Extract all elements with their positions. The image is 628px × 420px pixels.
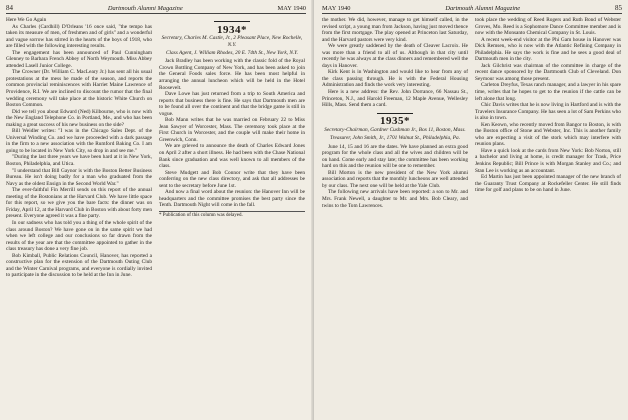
paragraph: Did we tell you about Edward (Ned) Kilbourne, who is now with the New England Telephone Co. in Portland, Me., and who has been making a great success of his new business on the side?: [6, 108, 152, 128]
paragraph: "I understand that Bill Gaynor is with the Boston Better Business Bureau. He isn't doing badly for a man who graduated from the Navy as the oldest Ensign in the Second World War.": [6, 167, 152, 187]
left-page-number: 84: [6, 4, 13, 12]
paragraph: Here is a new address: the Rev. John Dorrance, 66 Nassau St., Princeton, N.J., and Harold Freeman, 12 Maple Avenue, Wellesley Hills, Mass. Send them a card.: [322, 89, 468, 109]
paragraph: And now a final word about the reunion: the Hanover Inn will be headquarters and the committee promises the best party since the Tenth. Dartmouth Night will come in the fall.: [159, 189, 305, 209]
paragraph: In our sadness who has told you a thing of the whole spirit of the class around Boston? We have gone on in the same spirit we had when we left college and our conclusions so far drawn from the results of the year are that the committee appointed to gather in the class treasury has done a very fine job.: [6, 219, 152, 253]
class-secretary: Secretary, Charles M. Castle, Jr., 2 Pleasant Place, New Rochelle, N.Y.: [161, 35, 303, 48]
paragraph: We are grieved to announce the death of Charles Edward Jones on April 2 after a short illness. He had been with the Chase National Bank since graduation and was well known to all members of the class.: [159, 143, 305, 170]
paragraph: Bob Kimball, Public Relations Council, Hanover, has reported a constructive plan for the extension of the Dartmouth Outing Club and the Winter Carnival programs, and everyone is cordially invited to participate in the discussion to be held at the Inn in June.: [6, 252, 152, 279]
paragraph: Have a quick look at the cards from New York: Bob Norton, still a bachelor and living at home, is credit manager for Trask, Price Jenkins Republic; Bill Prince is with Morgan Stanley and Co.; and Stan Lee is working as an accountant.: [475, 147, 621, 174]
divider: [214, 21, 250, 22]
paragraph: Dave Lowe has just returned from a trip to South America and reports that business there is fine. He says that Dartmouth men are to be found all over the continent and that the bridge game is still in vogue.: [159, 91, 305, 117]
class-treasurer: Treasurer, John Smith, Jr., 1701 Walnut St., Philadelphia, Pa.: [329, 135, 461, 142]
paragraph: Ed Martin has just been appointed manager of the new branch of the Guaranty Trust Company at Rockefeller Center. He still finds time for golf and plans to be on hand in June.: [475, 174, 621, 194]
paragraph: Bob Mann writes that he was married on February 22 to Miss Jean Sawyer of Worcester, Mass. The ceremony took place at the First Church in Worcester, and the couple will make their home in Greenwich, Conn.: [159, 117, 305, 143]
paragraph: The following new arrivals have been reported: a son to Mr. and Mrs. Frank Newell, a daughter to Mr. and Mrs. Bob Cleary, and twins to the Tom Lawrences.: [322, 189, 468, 209]
right-column-2: [475, 17, 621, 420]
paragraph: "During the last three years we have been hard at it in New York, Boston, Philadelphia, and Utica.: [6, 154, 152, 168]
paragraph: Steve Mudgett and Bob Connor write that they have been conferring on the new class directory, and ask that all addresses be sent to the secretary before June 1st.: [159, 169, 305, 189]
paragraph: Jack Gilchrist was chairman of the committee in charge of the recent dance sponsored by the Dartmouth Club of Cleveland. Don Seymour was among those present.: [475, 62, 621, 82]
paragraph: The engagement has been announced of Paul Cunningham Glenney to Barbara French Abbey of North Weymouth. Miss Abbey attended Lasell Junior College.: [6, 49, 152, 69]
paragraph: A recent week-end visitor at the Phi Gam house in Hanover was Dick Remsen, who is now with the Atlantic Refining Company in Philadelphia. He says the work is fine and he sees a good deal of Dartmouth men in the city.: [475, 36, 621, 63]
left-column-1: [6, 17, 152, 420]
right-issue-date: MAY 1940: [322, 5, 351, 12]
paragraph: took place the wedding of Reed Rogers and Ruth Bond of Webster Groves, Mo. Reed is a Sophomore Dance Committee member and is now with the Monsanto Chemical Company in St. Louis.: [475, 17, 621, 37]
class-agent: Class Agent, J. William Rhodes, 20 E. 74th St., New York, N.Y.: [166, 49, 298, 56]
paragraph: Jack Bradley has been working with the classic fold of the Royal Crown Bottling Company of New York, and has been asked to join the General Foods sales force. He has been most helpful in arranging the annual luncheon which will be held in the Hotel Roosevelt.: [159, 58, 305, 91]
paragraph: June 14, 15 and 16 are the dates. We have planned an extra good program for the whole class and all the wives and children will be on hand. Come early and stay late; the committee has been working hard on this and the reunion will be one to remember.: [322, 143, 468, 170]
paragraph: As Charles (Cardhill) D'Orleans '16 once said, "the tempo has taken its measure of men, of freshmen and of girls" and a wonderful and vague sorrow has stirred in the hearts of the boys of 1918, who are filled with the following interesting results.: [6, 23, 152, 50]
right-column-1: [322, 17, 468, 420]
left-columns: [6, 17, 306, 420]
right-columns: [322, 17, 622, 420]
paragraph: Carleton Dreyfus, Texas ranch manager, and a lawyer in his spare time, writes that he hopes to get to the reunion if the cattle can be left alone that long.: [475, 82, 621, 102]
paragraph: the mother. We did, however, manage to get himself called, in the revised script, a young man from Jackson, having just moved thence from the first mortgage. The play opened at Princeton last Saturday, and the Harvard pastors were very kind.: [322, 17, 468, 43]
paragraph: Here We Go Again: [6, 17, 47, 23]
left-issue-date: MAY 1940: [277, 5, 306, 12]
paragraph: Ken Keown, who recently moved from Bangor to Boston, is with the Boston office of Stone and Webster, Inc. This is another family who are expecting a visit of the stork which may interfere with reunion plans.: [475, 121, 621, 148]
paragraph: The Crowner (Dr. William C. MacLeary Jr.) has sent all his usual protestations at the mess he made of the season, and reports the common provincial reminiscences with Harriet Maine Lawrence of Providence, R.I. We are inclined to discount the rumor that the final wedding ceremony will take place at the historic White Church on Boston Common.: [6, 69, 152, 109]
class-year-heading: 1934*: [217, 23, 247, 36]
class-year-heading: 1935*: [380, 115, 410, 128]
right-magazine-title: Dartmouth Alumni Magazine: [445, 5, 521, 12]
footnote: * Publication of this column was delayed.: [159, 211, 305, 219]
right-running-head: [322, 4, 622, 14]
paragraph: Chic Davis writes that he is now living in Hartford and is with the Travelers Insurance Company. He has seen a lot of Sam Perkins who is also in town.: [475, 102, 621, 122]
paragraph: We were greatly saddened by the death of Cleaver Lacroix. He was more than a friend to all of us. Although in that city until recently he was always at the class dinners and remembered well the days in Hanover.: [322, 43, 468, 69]
class-secretary: Secretary-Chairman, Gardner Cushman Jr., Box 11, Boston, Mass.: [324, 126, 466, 133]
left-column-2: [159, 17, 305, 420]
right-page: [314, 0, 628, 420]
paragraph: Bill Weidler writes: "I was in the Chicago Sales Dept. of the Universal Winding Co. and we have proceeded with a dark passage in the firm to a new association with the Rumford Baking Co. I am going to be located in New York City, so drop in and see me.": [6, 128, 152, 154]
left-magazine-title: Dartmouth Alumni Magazine: [107, 5, 183, 12]
paragraph: Bill Morton is the new president of the New York alumni association and reports that the monthly luncheons are well attended by our class. The next one will be held at the Yale Club.: [322, 169, 468, 189]
right-page-number: 85: [614, 4, 622, 12]
divider: [377, 113, 413, 114]
paragraph: Kirk Kent is in Washington and would like to hear from any of the class passing through. He is with the Federal Housing Administration and finds the work very interesting.: [322, 69, 468, 89]
left-running-head: [6, 4, 306, 14]
paragraph: The ever-faithful Fin Merrill sends on this report of the annual meeting of the Bostonians at the Harvard Club. We have little space for this report, so we give you the bare facts: the dinner was on Friday, April 12, at the Harvard Club in Boston with about forty men present. Everyone agreed it was a fine party.: [6, 187, 152, 220]
